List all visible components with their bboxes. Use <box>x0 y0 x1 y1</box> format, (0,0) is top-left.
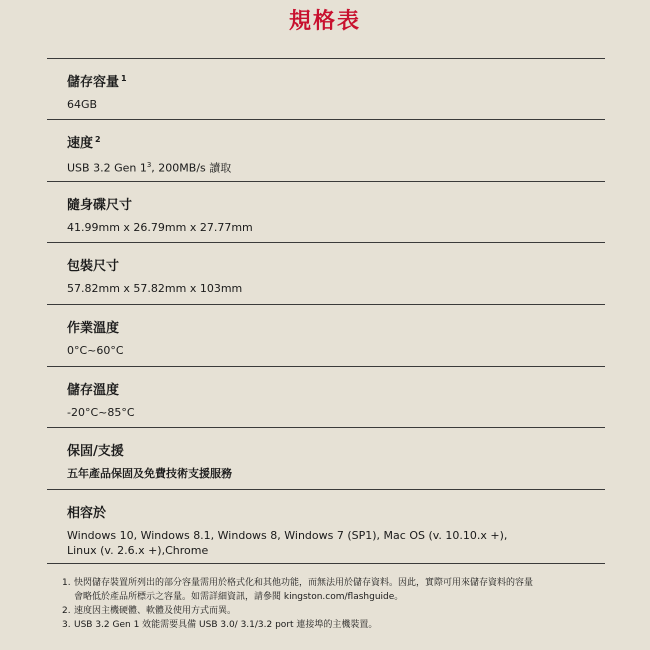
page-title: 規格表 <box>288 9 361 34</box>
footnote: 3. USB 3.2 Gen 1 效能需要具備 USB 3.0/ 3.1/3.2 port 連接埠的主機裝置。 <box>62 620 378 630</box>
spec-value: USB 3.2 Gen $1^3$, 200MB/s 讀取 <box>67 161 232 175</box>
spec-label: 作業溫度 <box>67 321 120 336</box>
spec-label: 儲存溫度 <box>67 383 120 398</box>
compat-line-1: Windows 10, Windows 8.1, Windows 8, Windows 7 (SP1), Mac OS (v. 10.10.x +), <box>67 529 508 542</box>
spec-label: 儲存容量 $^1$ <box>67 73 127 90</box>
footnote: 2. 速度因主機硬體、軟體及使用方式而異。 <box>62 606 237 616</box>
spec-value: 五年產品保固及免費技術支援服務 <box>67 467 232 480</box>
spec-value: 0°C~60°C <box>67 344 124 357</box>
footnotes <box>62 576 622 632</box>
footnote: 1. 快閃儲存裝置所列出的部分容量需用於格式化和其他功能，而無法用於儲存資料。因此，實際可用來儲存資料的容量 會略低於產品所標示之容量。如需詳細資訊，請參閱 kingston.com/flashguide。 <box>62 578 534 602</box>
spec-capacity <box>47 58 605 120</box>
spec-warranty <box>47 427 605 490</box>
spec-label: 相容於 <box>67 506 107 521</box>
spec-value: 41.99mm x 26.79mm x 27.77mm <box>67 221 253 234</box>
spec-drive-dimensions <box>47 181 605 243</box>
spec-value: 64GB <box>67 98 98 111</box>
spec-label: 速度 $^2$ <box>67 134 101 151</box>
spec-speed <box>47 119 605 182</box>
spec-label: 隨身碟尺寸 <box>67 198 133 213</box>
spec-value: 57.82mm x 57.82mm x 103mm <box>67 282 243 295</box>
compat-line-2: Linux (v. 2.6.x +),Chrome <box>67 544 209 557</box>
spec-operating-temperature <box>47 304 605 367</box>
spec-storage-temperature <box>47 366 605 428</box>
spec-value: -20°C~85°C <box>67 406 135 419</box>
spec-label: 保固/支援 <box>67 444 124 459</box>
spec-compatibility <box>47 489 605 564</box>
spec-value <box>67 528 587 558</box>
spec-label: 包裝尺寸 <box>67 259 120 274</box>
spec-package-dimensions <box>47 242 605 305</box>
